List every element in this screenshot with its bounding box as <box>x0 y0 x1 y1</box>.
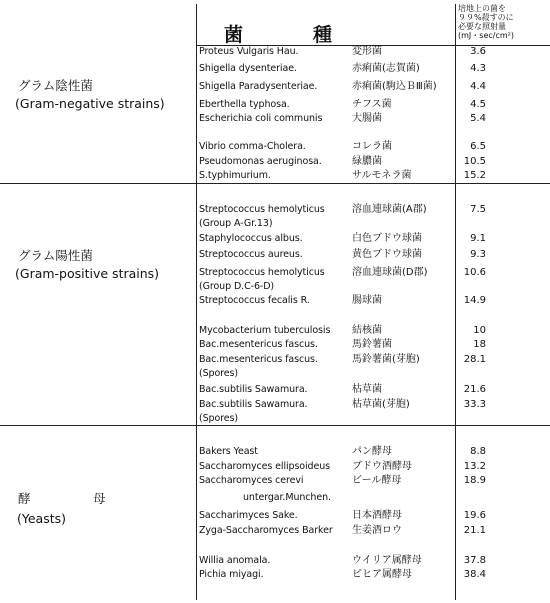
organism-name-en: Saccharomyces ellipsoideus <box>199 461 331 472</box>
organism-name-jp: 大腸菌 <box>352 113 382 124</box>
dose-value: 33.3 <box>463 399 486 410</box>
group-rule-1 <box>0 183 550 184</box>
organism-name-en: Streptococcus aureus. <box>199 249 303 260</box>
organism-name-jp: ブドウ酒酵母 <box>352 461 412 472</box>
organism-name-en: Eberthella typhosa. <box>199 99 290 110</box>
organism-name-jp: ビール酵母 <box>352 475 402 486</box>
organism-name-en: Zyga-Saccharomyces Barker <box>199 525 333 536</box>
organism-name-en: Vibrio comma-Cholera. <box>199 141 306 152</box>
organism-name-en: Bac.mesentericus fascus. <box>199 354 318 365</box>
organism-name-jp: 馬鈴薯菌(芽胞) <box>352 354 420 365</box>
dose-value: 21.6 <box>463 384 486 395</box>
dose-value: 6.5 <box>470 141 486 152</box>
group-label-en: (Gram-positive strains) <box>15 266 160 281</box>
organism-name-jp: チフス菌 <box>352 99 392 110</box>
organism-name-en: (Group A-Gr.13) <box>199 218 273 229</box>
organism-name-en: (Spores) <box>199 368 238 379</box>
organism-name-en: Shigella Paradysenteriae. <box>199 81 318 92</box>
dose-value: 14.9 <box>463 295 486 306</box>
dose-value: 15.2 <box>463 170 486 181</box>
dose-value: 9.1 <box>470 233 486 244</box>
organism-name-jp: 腸球菌 <box>352 295 382 306</box>
organism-name-jp: 変形菌 <box>352 46 382 57</box>
organism-name-jp: コレラ菌 <box>352 141 392 152</box>
header-title-right: 種 <box>313 24 334 46</box>
organism-name-en: Bac.subtilis Sawamura. <box>199 384 308 395</box>
organism-name-jp: 溶血連球菌(A郡) <box>352 204 427 215</box>
organism-name-en: Saccharomyces cerevi <box>199 475 304 486</box>
organism-name-jp: 溶血連球菌(D郡) <box>352 267 428 278</box>
organism-name-jp: 赤痢菌(志賀菌) <box>352 63 420 74</box>
dose-value: 5.4 <box>470 113 486 124</box>
organism-name-en: Pichia miyagi. <box>199 569 264 580</box>
left-column-divider <box>196 4 197 600</box>
dose-value: 21.1 <box>463 525 486 536</box>
dose-note-line-4: (mJ・sec/cm²) <box>458 31 514 40</box>
organism-name-en: Bac.subtilis Sawamura. <box>199 399 308 410</box>
group-label-en: (Gram-negative strains) <box>15 96 165 111</box>
dose-value: 13.2 <box>463 461 486 472</box>
organism-name-jp: 白色ブドウ球菌 <box>352 233 422 244</box>
organism-name-en: (Spores) <box>199 413 238 424</box>
organism-name-en: Shigella dysenteriae. <box>199 63 297 74</box>
organism-name-jp: 日本酒酵母 <box>352 510 402 521</box>
organism-name-jp: 黄色ブドウ球菌 <box>352 249 422 260</box>
dose-value: 10.6 <box>463 267 486 278</box>
organism-name-jp: パン酵母 <box>352 446 392 457</box>
organism-name-jp: ピヒア属酵母 <box>352 569 412 580</box>
organism-name-en: (Group D.C-6-D) <box>199 281 275 292</box>
organism-name-en: Streptococcus hemolyticus <box>199 204 325 215</box>
organism-name-jp: ウイリア属酵母 <box>352 555 422 566</box>
dose-note-line-1: 培地上の菌を <box>458 4 506 13</box>
organism-name-jp: 結核菌 <box>352 325 382 336</box>
organism-name-en: Bac.mesentericus fascus. <box>199 339 318 350</box>
dose-value: 18.9 <box>463 475 486 486</box>
organism-name-en: Escherichia coli communis <box>199 113 323 124</box>
organism-name-jp: 枯草菌 <box>352 384 382 395</box>
dose-value: 37.8 <box>463 555 486 566</box>
organism-name-jp: サルモネラ菌 <box>352 170 412 181</box>
group-label-jp: グラム陰性菌 <box>18 78 93 93</box>
dose-value: 3.6 <box>470 46 486 57</box>
dose-note-line-2: ９９%殺すのに <box>458 13 514 22</box>
organism-name-jp: 赤痢菌(駒込ＢⅢ菌) <box>352 81 437 92</box>
dose-value: 10.5 <box>463 156 486 167</box>
organism-name-en: Bakers Yeast <box>199 446 258 457</box>
organism-name-en: Streptococcus hemolyticus <box>199 267 325 278</box>
dose-note-line-3: 必要な照射量 <box>458 22 506 31</box>
organism-name-en: Saccharimyces Sake. <box>199 510 298 521</box>
organism-name-en: Mycobacterium tuberculosis <box>199 325 331 336</box>
organism-name-jp: 緑膿菌 <box>352 156 382 167</box>
dose-value: 8.8 <box>470 446 486 457</box>
group-label-jp: 酵 母 <box>18 491 106 506</box>
organism-name-jp: 生姜酒ロウ <box>352 525 402 536</box>
group-rule-2 <box>0 425 550 426</box>
organism-name-jp: 枯草菌(芽胞) <box>352 399 410 410</box>
dose-value: 19.6 <box>463 510 486 521</box>
header-title-left: 菌 <box>224 24 245 46</box>
organism-name-jp: 馬鈴薯菌 <box>352 339 392 350</box>
organism-name-en: untergar.Munchen. <box>243 492 331 503</box>
dose-value: 7.5 <box>470 204 486 215</box>
organism-name-en: S.typhimurium. <box>199 170 271 181</box>
organism-name-en: Streptococcus fecalis R. <box>199 295 310 306</box>
dose-value: 18 <box>473 339 486 350</box>
dose-value: 9.3 <box>470 249 486 260</box>
organism-name-en: Staphylococcus albus. <box>199 233 303 244</box>
dose-value: 4.5 <box>470 99 486 110</box>
dose-value: 4.4 <box>470 81 486 92</box>
dose-value: 10 <box>473 325 486 336</box>
dose-value: 4.3 <box>470 63 486 74</box>
dose-value: 28.1 <box>463 354 486 365</box>
organism-name-en: Willia anomala. <box>199 555 271 566</box>
organism-name-en: Proteus Vulgaris Hau. <box>199 46 299 57</box>
group-label-en: (Yeasts) <box>17 511 67 526</box>
group-label-jp: グラム陽性菌 <box>18 248 93 263</box>
organism-name-en: Pseudomonas aeruginosa. <box>199 156 322 167</box>
dose-value: 38.4 <box>463 569 486 580</box>
